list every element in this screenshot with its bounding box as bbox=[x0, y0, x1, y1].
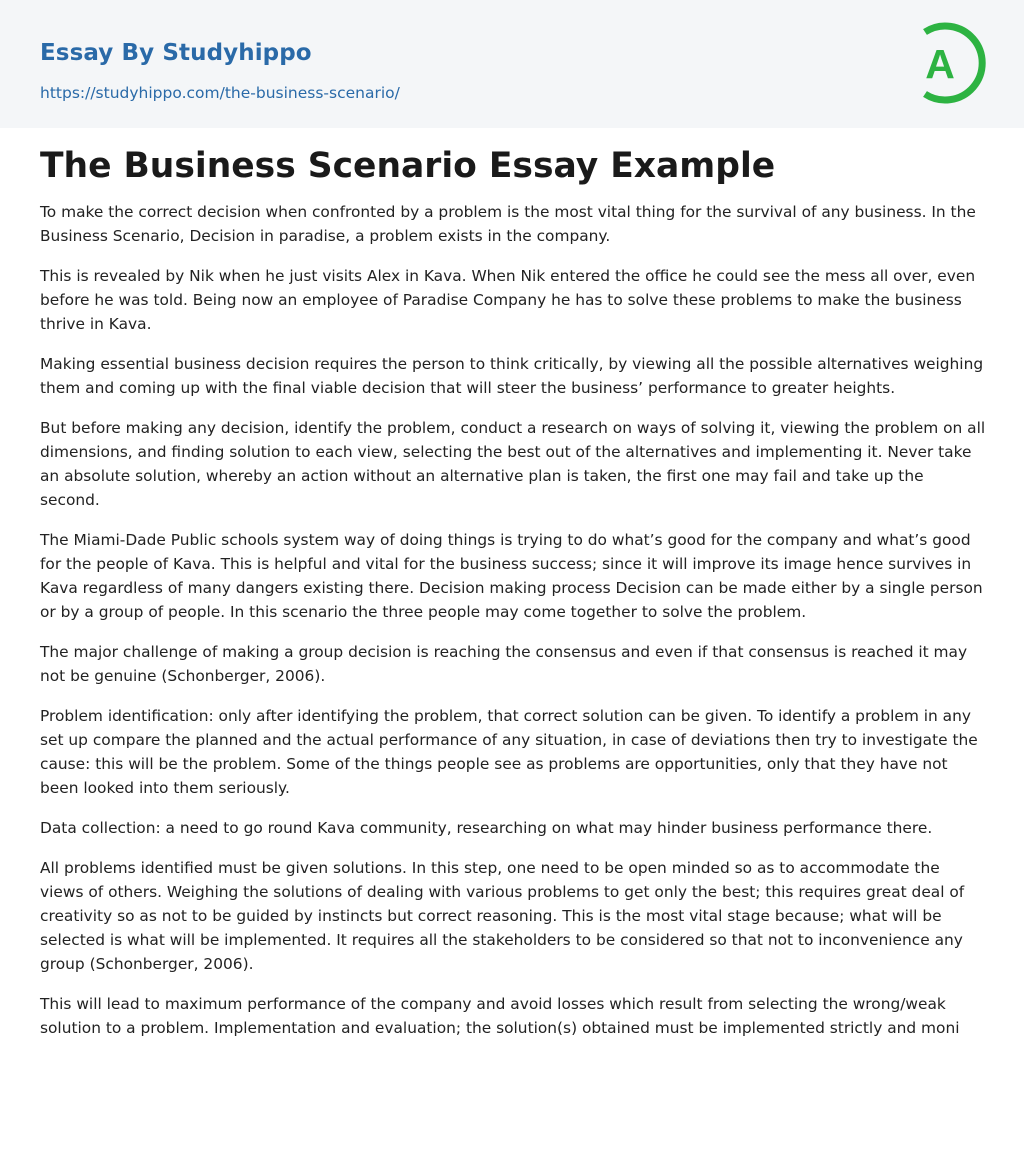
paragraph: To make the correct decision when confronted by a problem is the most vital thing for the survival of any business. In the Business Scenario, Decision in paradise, a problem exists in the company. bbox=[40, 203, 976, 245]
page-title: The Business Scenario Essay Example bbox=[40, 146, 776, 186]
logo-letter: A bbox=[925, 41, 955, 87]
studyhippo-logo-icon[interactable] bbox=[912, 18, 988, 106]
article-body bbox=[40, 200, 986, 1056]
source-url-link[interactable]: https://studyhippo.com/the-business-scenario/ bbox=[40, 84, 400, 102]
paragraph: This is revealed by Nik when he just visits Alex in Kava. When Nik entered the office he could see the mess all over, even before he was told. Being now an employee of Paradise Company he has to solve these problems to make the business thrive in Kava. bbox=[40, 267, 976, 333]
paragraph: The major challenge of making a group decision is reaching the consensus and even if that consensus is reached it may not be genuine (Schonberger, 2006). bbox=[40, 643, 968, 685]
site-brand[interactable]: Essay By Studyhippo bbox=[40, 40, 312, 66]
paragraph: This will lead to maximum performance of the company and avoid losses which result from selecting the wrong/weak solution to a problem. Implementation and evaluation; the solution(s) obtained must be implemented strictly and moni bbox=[40, 995, 960, 1037]
paragraph: But before making any decision, identify the problem, conduct a research on ways of solving it, viewing the problem on all dimensions, and finding solution to each view, selecting the best out of the alternatives and implementing it. Never take an absolute solution, whereby an action without an alternative plan is taken, the first one may fail and take up the second. bbox=[40, 419, 986, 509]
paragraph: The Miami-Dade Public schools system way of doing things is trying to do what’s good for the company and what’s good for the people of Kava. This is helpful and vital for the business success; since it will improve its image hence survives in Kava regardless of many dangers existing there. Decision making process Decision can be made either by a single person or by a group of people. In this scenario the three people may come together to solve the problem. bbox=[40, 531, 983, 621]
paragraph: Data collection: a need to go round Kava community, researching on what may hinder business performance there. bbox=[40, 819, 933, 837]
site-header bbox=[0, 0, 1024, 128]
paragraph: Making essential business decision requires the person to think critically, by viewing all the possible alternatives weighing them and coming up with the final viable decision that will steer the business’ performance to greater heights. bbox=[40, 355, 984, 397]
paragraph: Problem identification: only after identifying the problem, that correct solution can be given. To identify a problem in any set up compare the planned and the actual performance of any situation, in case of deviations then try to investigate the cause: this will be the problem. Some of the things people see as problems are opportunities, only that they have not been looked into them seriously. bbox=[40, 707, 978, 797]
paragraph: All problems identified must be given solutions. In this step, one need to be open minded so as to accommodate the views of others. Weighing the solutions of dealing with various problems to get only the best; this requires great deal of creativity so as not to be guided by instincts but correct reasoning. This is the most vital stage because; what will be selected is what will be implemented. It requires all the stakeholders to be considered so that not to inconvenience any group (Schonberger, 2006). bbox=[40, 859, 965, 973]
